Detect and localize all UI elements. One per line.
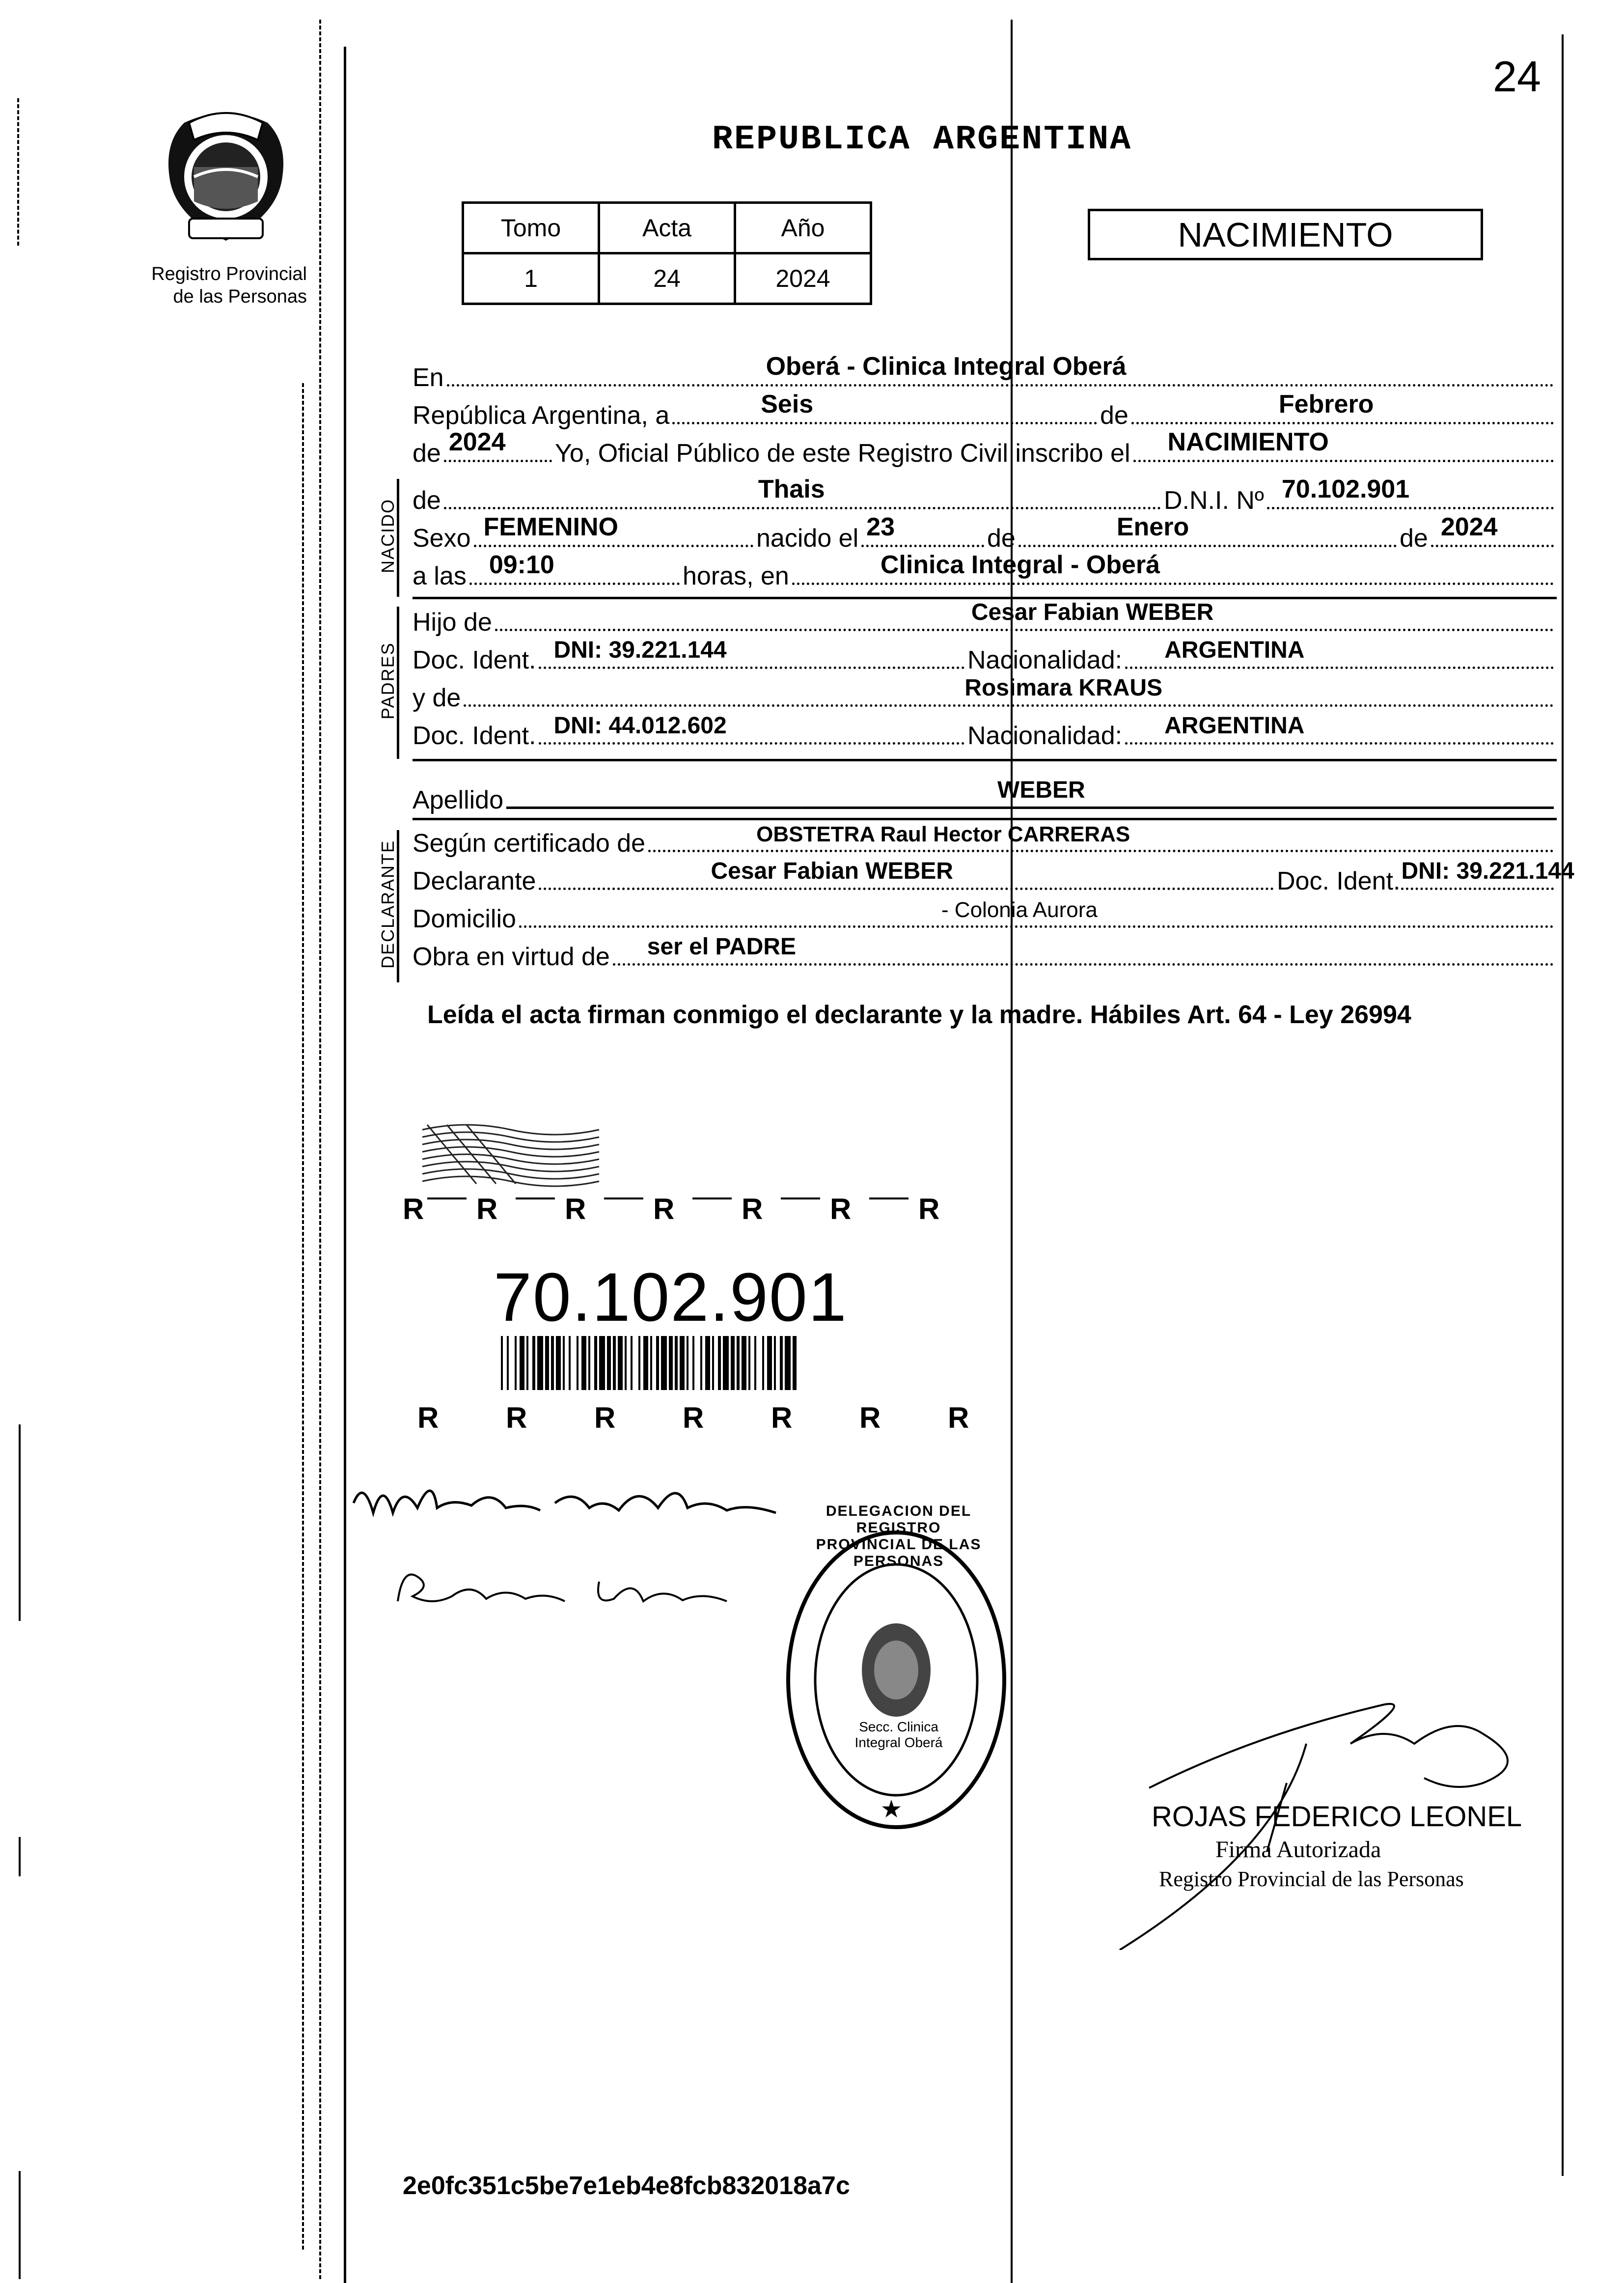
de-name-label: de — [413, 486, 441, 515]
svg-text:R: R — [403, 1193, 424, 1225]
edge-mark — [19, 2171, 21, 2279]
row-date — [413, 390, 1557, 430]
horas-en-label: horas, en — [683, 562, 789, 590]
obra-value: ser el PADRE — [647, 934, 797, 960]
sticker-pattern-top — [403, 1189, 992, 1228]
republica-label: República Argentina, a — [413, 401, 670, 430]
father-doc-value: DNI: 39.221.144 — [553, 637, 727, 663]
act-value: NACIMIENTO — [1167, 428, 1329, 456]
declarant-doc-value: DNI: 39.221.144 — [1401, 858, 1574, 884]
declarant-doc-label: Doc. Ident. — [1277, 867, 1401, 895]
apellido-value: WEBER — [997, 777, 1085, 803]
mother-signature — [388, 1557, 742, 1616]
svg-text:R: R — [948, 1401, 969, 1434]
closing-statement: Leída el acta firman conmigo el declarante y la madre. Hábiles Art. 64 - Ley 26994 — [427, 1001, 1411, 1029]
svg-text:R: R — [476, 1193, 498, 1225]
edge-mark — [19, 1424, 21, 1621]
row-obra — [413, 935, 1557, 972]
mother-doc-label: Doc. Ident. — [413, 722, 536, 750]
child-dni-value: 70.102.901 — [1281, 475, 1410, 503]
father-name-value: Cesar Fabian WEBER — [971, 599, 1214, 625]
birth-place-value: Clinica Integral - Oberá — [880, 551, 1160, 579]
row-time — [413, 551, 1557, 591]
stamp-inner-text: Secc. Clinica Integral Oberá — [854, 1719, 943, 1750]
row-certificate — [413, 822, 1557, 858]
declarante-section-label: DECLARANTE — [378, 839, 398, 969]
svg-text:R: R — [506, 1401, 527, 1434]
row-apellido — [413, 779, 1557, 815]
barcode — [501, 1336, 800, 1390]
y-de-label: y de — [413, 684, 461, 712]
sticker-pattern-bottom — [403, 1397, 992, 1437]
anio-value: 2024 — [735, 253, 871, 304]
svg-text:R: R — [859, 1401, 881, 1434]
row-father — [413, 601, 1557, 637]
document-title: REPUBLICA ARGENTINA — [712, 120, 1132, 159]
birth-year-value: 2024 — [1440, 513, 1498, 541]
page-number: 24 — [1493, 52, 1541, 101]
record-type: NACIMIENTO — [1178, 215, 1393, 254]
svg-text:R: R — [594, 1401, 616, 1434]
de-year-label: de — [413, 439, 441, 468]
right-margin-rule — [1562, 34, 1564, 2176]
official-name: ROJAS FEDERICO LEONEL — [1152, 1801, 1522, 1833]
father-doc-label: Doc. Ident. — [413, 646, 536, 674]
record-type-box — [1088, 209, 1483, 260]
hijo-de-label: Hijo de — [413, 608, 492, 637]
edge-dashed-rule — [17, 98, 19, 246]
svg-text:R: R — [565, 1193, 586, 1225]
row-declarant — [413, 858, 1574, 896]
row-domicile — [413, 897, 1557, 934]
anio-header: Año — [735, 203, 871, 253]
registry-name — [106, 263, 307, 308]
de-month-label: de — [987, 524, 1016, 553]
mother-name-value: Rosimara KRAUS — [964, 675, 1163, 701]
registry-line-2: de las Personas — [173, 286, 307, 307]
father-nat-label: Nacionalidad: — [967, 646, 1123, 674]
de-birth-year-label: de — [1400, 524, 1428, 553]
official-registry: Registro Provincial de las Personas — [1159, 1867, 1464, 1891]
birth-month-value: Enero — [1116, 513, 1189, 541]
cert-label: Según certificado de — [413, 829, 646, 858]
a-las-label: a las — [413, 562, 467, 590]
sticker-dni-number: 70.102.901 — [494, 1258, 848, 1336]
en-label: En — [413, 363, 444, 392]
registry-stamp — [781, 1523, 1012, 1837]
row-father-doc — [413, 639, 1557, 675]
row-name — [413, 475, 1557, 515]
mother-nat-label: Nacionalidad: — [967, 722, 1123, 750]
obra-label: Obra en virtud de — [413, 943, 610, 971]
child-name-value: Thais — [758, 475, 825, 503]
mother-nat-value: ARGENTINA — [1164, 713, 1305, 739]
mother-doc-value: DNI: 44.012.602 — [553, 713, 727, 739]
father-nat-value: ARGENTINA — [1164, 637, 1305, 663]
svg-text:★: ★ — [880, 1795, 903, 1823]
registry-line-1: Registro Provincial — [151, 264, 307, 284]
birth-day-value: 23 — [866, 513, 895, 541]
row-mother — [413, 676, 1557, 713]
month-value: Febrero — [1278, 390, 1374, 418]
tomo-header: Tomo — [463, 203, 599, 253]
declarant-signature — [344, 1469, 796, 1542]
svg-text:R: R — [830, 1193, 852, 1225]
padres-divider — [413, 759, 1557, 761]
document-hash: 2e0fc351c5be7e1eb4e8fcb832018a7c — [403, 2172, 850, 2200]
left-dashed-rule-inner — [302, 383, 304, 2250]
time-value: 09:10 — [489, 551, 554, 579]
padres-section-label: PADRES — [378, 642, 398, 720]
province-seal — [155, 103, 297, 251]
acta-header: Acta — [599, 203, 735, 253]
cert-value: OBSTETRA Raul Hector CARRERAS — [756, 822, 1130, 846]
edge-mark — [19, 1837, 21, 1876]
stamp-outer-text: DELEGACION DEL REGISTRO PROVINCIAL DE LAS PERSONAS — [816, 1503, 982, 1569]
official-title: Firma Autorizada — [1215, 1837, 1381, 1863]
nacido-section-label: NACIDO — [378, 499, 398, 574]
acta-value: 24 — [599, 253, 735, 304]
svg-text:R: R — [683, 1401, 704, 1434]
svg-text:R: R — [742, 1193, 763, 1225]
tomo-value: 1 — [463, 253, 599, 304]
domicile-value: - Colonia Aurora — [941, 898, 1098, 922]
left-margin-rule — [344, 47, 346, 2283]
domicile-label: Domicilio — [413, 905, 516, 933]
row-inscribe — [413, 428, 1557, 468]
row-place — [413, 352, 1557, 392]
declarant-label: Declarante — [413, 867, 536, 895]
svg-text:R: R — [918, 1193, 940, 1225]
declarant-name-value: Cesar Fabian WEBER — [711, 858, 953, 884]
sexo-label: Sexo — [413, 524, 471, 553]
apellido-label: Apellido — [413, 786, 504, 814]
de-label: de — [1100, 401, 1129, 430]
svg-text:R: R — [771, 1401, 793, 1434]
sticker-hologram — [417, 1120, 604, 1189]
book-reference-table — [462, 201, 872, 305]
inscribe-label: Yo, Oficial Público de este Registro Civil inscribo el — [555, 439, 1130, 468]
day-words-value: Seis — [761, 390, 814, 418]
row-mother-doc — [413, 714, 1557, 751]
nacido-el-label: nacido el — [756, 524, 859, 553]
place-value: Oberá - Clinica Integral Oberá — [766, 352, 1127, 381]
dni-label: D.N.I. Nº — [1164, 486, 1264, 515]
sexo-value: FEMENINO — [483, 513, 618, 541]
row-birth — [413, 513, 1557, 553]
svg-text:R: R — [653, 1193, 675, 1225]
left-dashed-rule — [319, 20, 321, 2279]
year-value: 2024 — [448, 428, 506, 456]
svg-text:R: R — [417, 1401, 439, 1434]
